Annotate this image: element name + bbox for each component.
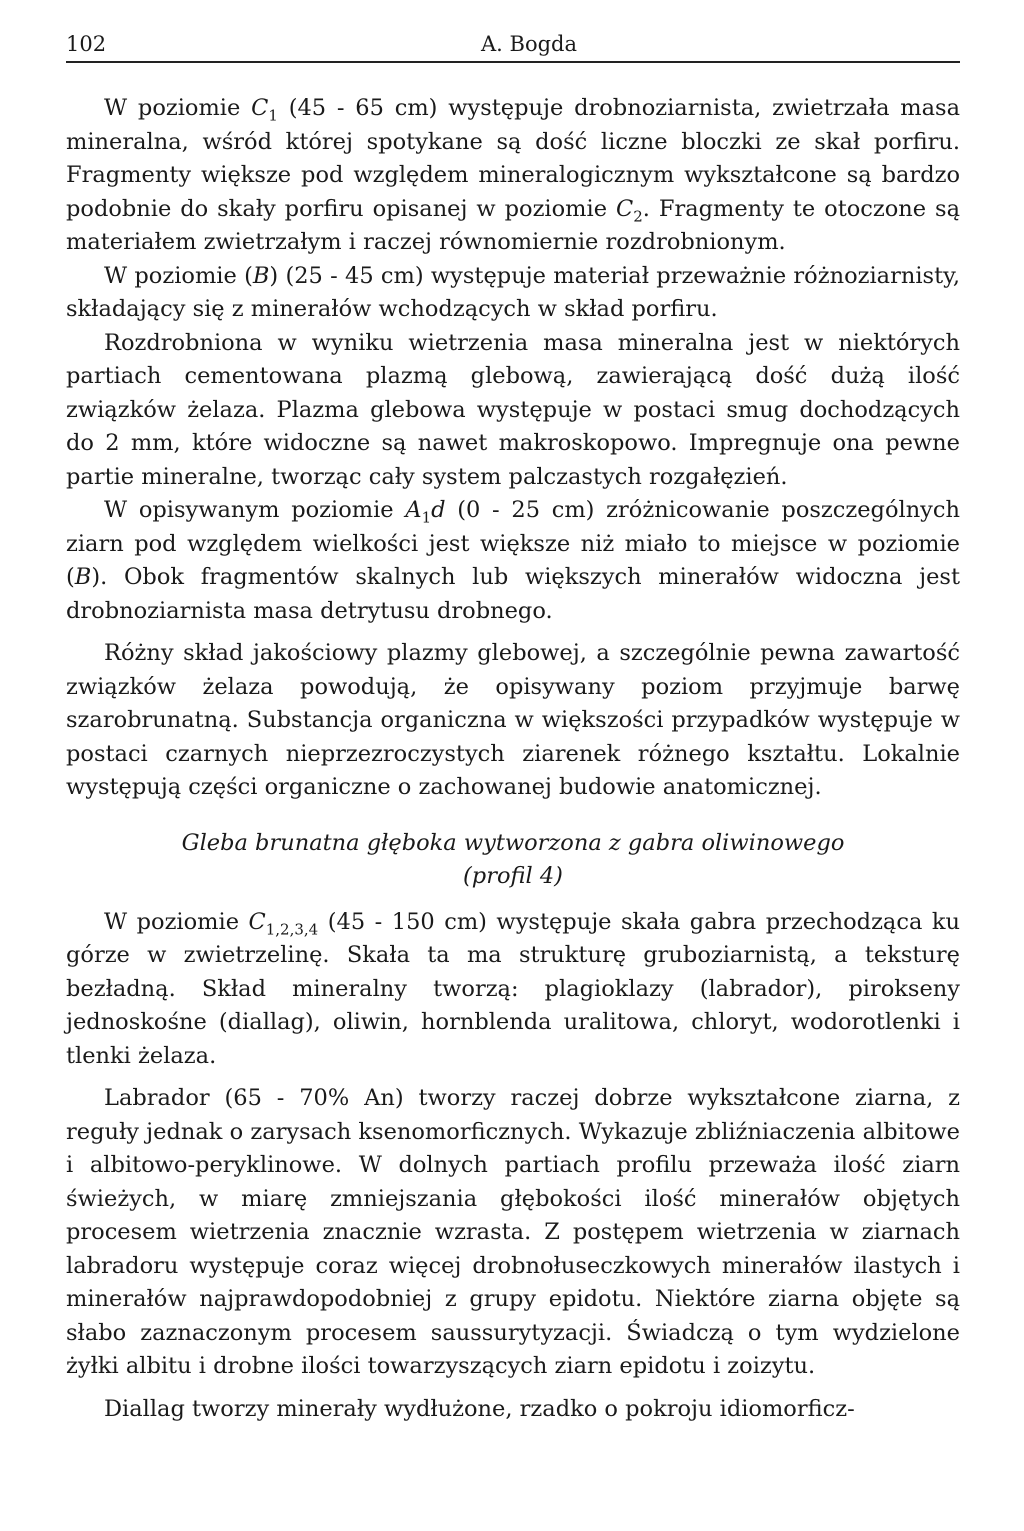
section-heading-subtitle: (profil 4) bbox=[463, 863, 563, 889]
running-head: A. Bogda bbox=[481, 32, 577, 56]
body-text bbox=[66, 92, 960, 1426]
paragraph: Labrador (65 - 70% An) tworzy raczej dobrze wykształcone ziarna, z reguły jednak o zarysach ksenomorficznych. Wykazuje zbliźniaczenia albitowe i albitowo-peryklinowe. W dolnych partiach profilu przeważa ilość ziarn świeżych, w miarę zmniejszania głębokości ilość minerałów objętych procesem wietrzenia znacznie wzrasta. Z postępem wietrzenia w ziarnach labradoru występuje coraz więcej drobnołuseczkowych minerałów ilastych i minerałów najprawdopodobniej z grupy epidotu. Niektóre ziarna objęte są słabo zaznaczonym procesem saussurytyzacji. Świadczą o tym wydzielone żyłki albitu i drobne ilości towarzyszących ziarn epidotu i zoizytu. bbox=[66, 1085, 960, 1379]
section-heading bbox=[66, 827, 960, 894]
paragraph: W opisywanym poziomie $A_1d$ (0 - 25 cm) zróżnicowanie poszczególnych ziarn pod względem wielkości jest większe niż miało to miejsce w poziomie (B). Obok fragmentów skalnych lub większych minerałów widoczna jest drobnoziarnista masa detrytusu drobnego. bbox=[66, 497, 960, 624]
page-number: 102 bbox=[66, 32, 107, 56]
paragraph: Rozdrobniona w wyniku wietrzenia masa mineralna jest w niektórych partiach cementowana plazmą glebową, zawierającą dość dużą ilość związków żelaza. Plazma glebowa występuje w postaci smug dochodzących do 2 mm, które widoczne są nawet makroskopowo. Impregnuje ona pewne partie mineralne, tworząc cały system palczastych rozgałęzień. bbox=[66, 329, 960, 490]
paragraph: W poziomie $C_{1,2,3,4}$ (45 - 150 cm) występuje skała gabra przechodząca ku górze w zwietrzelinę. Skała ta ma strukturę gruboziarnistą, a teksturę bezładną. Skład mineralny tworzą: plagioklazy (labrador), pirokseny jednoskośne (diallag), oliwin, hornblenda uralitowa, chloryt, wodorotlenki i tlenki żelaza. bbox=[66, 908, 960, 1069]
paragraph: W poziomie (B) (25 - 45 cm) występuje materiał przeważnie różnoziarnisty, składający się z minerałów wchodzących w skład porfiru. bbox=[66, 262, 960, 322]
page-header bbox=[66, 30, 960, 58]
paragraph: W poziomie $C_1$ (45 - 65 cm) występuje drobnoziarnista, zwietrzała masa mineralna, wśród której spotykane są dość liczne bloczki ze skał porfiru. Fragmenty większe pod względem mineralogicznym wykształcone są bardzo podobnie do skały porfiru opisanej w poziomie $C_2$. Fragmenty te otoczone są materiałem zwietrzałym i raczej równomiernie rozdrobnionym. bbox=[66, 95, 961, 255]
header-rule bbox=[66, 61, 960, 63]
paragraph: Diallag tworzy minerały wydłużone, rzadko o pokroju idiomorficz- bbox=[104, 1395, 855, 1422]
section-heading-title: Gleba brunatna głęboka wytworzona z gabra oliwinowego bbox=[181, 829, 845, 856]
paragraph: Różny skład jakościowy plazmy glebowej, a szczególnie pewna zawartość związków żelaza powodują, że opisywany poziom przyjmuje barwę szarobrunatną. Substancja organiczna w większości przypadków występuje w postaci czarnych nieprzezroczystych ziarenek różnego kształtu. Lokalnie występują części organiczne o zachowanej budowie anatomicznej. bbox=[66, 640, 960, 800]
